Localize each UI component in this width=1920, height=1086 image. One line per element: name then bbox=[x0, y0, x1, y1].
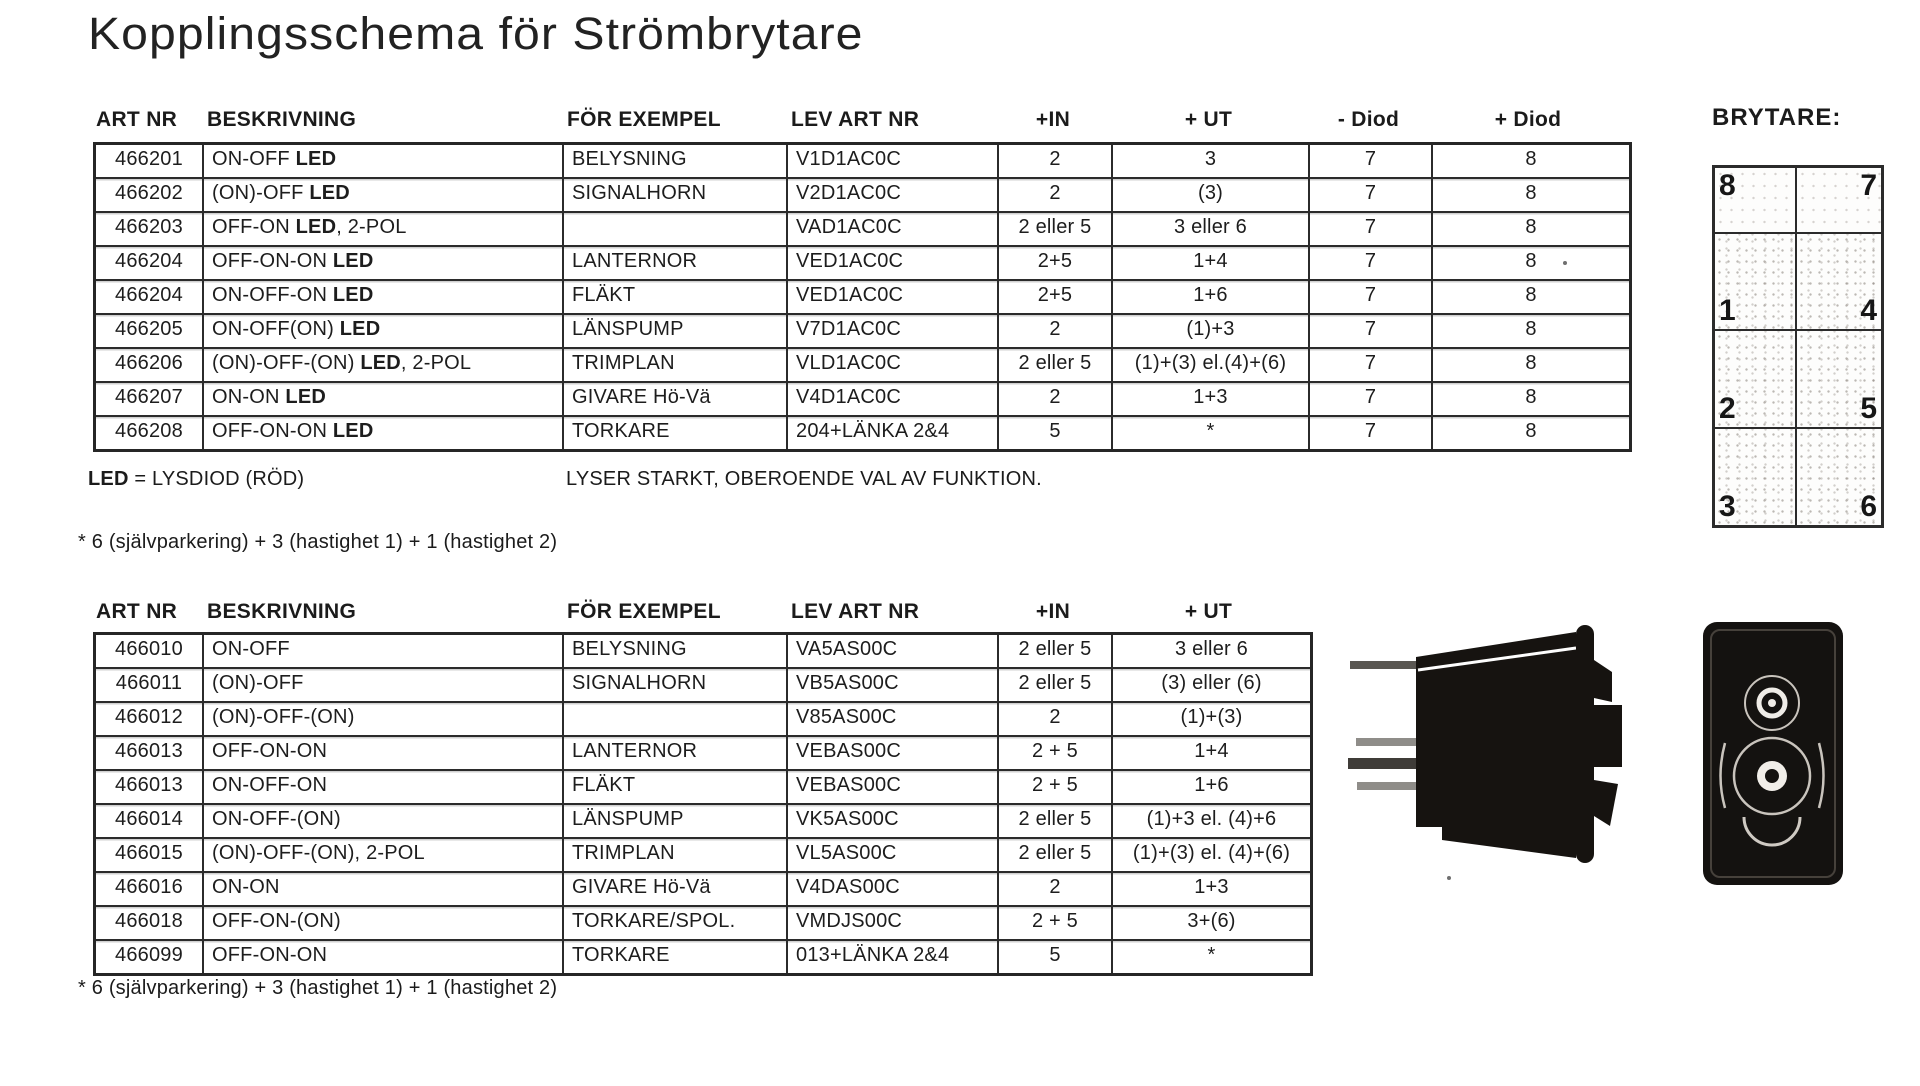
actuator-hole bbox=[1765, 769, 1779, 783]
cell-ut: 3 bbox=[1113, 145, 1310, 177]
cell-diod_minus: 7 bbox=[1310, 315, 1433, 347]
terminal-pin bbox=[1350, 661, 1416, 669]
page-title: Kopplingsschema för Strömbrytare bbox=[88, 8, 864, 59]
cell-exempel: TRIMPLAN bbox=[564, 349, 788, 381]
cell-exempel bbox=[564, 213, 788, 245]
terminal-number: 5 bbox=[1860, 392, 1877, 425]
cell-art: 466010 bbox=[96, 635, 204, 667]
cell-exempel: GIVARE Hö-Vä bbox=[564, 873, 788, 905]
cell-diod_plus: 8 bbox=[1525, 352, 1537, 374]
terminal-number: 6 bbox=[1860, 490, 1877, 523]
cell-lev: VED1AC0C bbox=[788, 281, 999, 313]
terminal-cell bbox=[1715, 234, 1797, 329]
column-header: +IN bbox=[1035, 108, 1071, 131]
lyser-note: LYSER STARKT, OBEROENDE VAL AV FUNKTION. bbox=[566, 468, 1042, 490]
column-header: LEV ART NR bbox=[791, 108, 920, 131]
cell-in: 5 bbox=[999, 417, 1113, 449]
terminal-row bbox=[1715, 168, 1881, 234]
cell-in: 2 + 5 bbox=[999, 907, 1113, 939]
cell-lev: VAD1AC0C bbox=[788, 213, 999, 245]
terminal-cell bbox=[1715, 331, 1797, 427]
cell-art: 466011 bbox=[96, 669, 204, 701]
cell-ut: 1+3 bbox=[1194, 876, 1229, 898]
cell-in: 2 eller 5 bbox=[999, 349, 1113, 381]
column-header: ART NR bbox=[96, 108, 178, 131]
cell-lev: VED1AC0C bbox=[788, 247, 999, 279]
rear-housing bbox=[1594, 705, 1622, 767]
cell-beskrivning: (ON)-OFF-(ON) LED, 2-POL bbox=[204, 349, 564, 381]
table-row bbox=[96, 213, 1629, 247]
cell-lev: V7D1AC0C bbox=[788, 315, 999, 347]
cell-lev: VEBAS00C bbox=[788, 771, 999, 803]
cell-art: 466016 bbox=[96, 873, 204, 905]
table-row bbox=[96, 145, 1629, 179]
column-header: BESKRIVNING bbox=[207, 108, 357, 131]
cell-ut: 3+(6) bbox=[1187, 910, 1236, 932]
cell-diod_minus: 7 bbox=[1310, 213, 1433, 245]
cell-beskrivning: OFF-ON-ON LED bbox=[204, 247, 564, 279]
column-header: FÖR EXEMPEL bbox=[567, 108, 721, 131]
cell-art: 466099 bbox=[96, 941, 204, 973]
cell-in: 2 bbox=[999, 315, 1113, 347]
table1-header-row bbox=[93, 106, 1626, 134]
cell-art: 466204 bbox=[96, 247, 204, 279]
cell-exempel: LANTERNOR bbox=[564, 247, 788, 279]
cell-diod_plus: 8 bbox=[1525, 216, 1537, 238]
cell-lev: VB5AS00C bbox=[788, 669, 999, 701]
table-row bbox=[96, 417, 1629, 449]
cell-exempel: FLÄKT bbox=[564, 771, 788, 803]
cell-ut: 1+3 bbox=[1113, 383, 1310, 415]
cell-beskrivning: (ON)-OFF LED bbox=[204, 179, 564, 211]
cell-in: 2 bbox=[999, 145, 1113, 177]
cell-diod_plus: 8 bbox=[1525, 420, 1537, 442]
cell-diod_minus: 7 bbox=[1310, 417, 1433, 449]
cell-in: 2+5 bbox=[999, 247, 1113, 279]
cell-diod_minus: 7 bbox=[1310, 383, 1433, 415]
scan-speck bbox=[1563, 261, 1567, 265]
table-row bbox=[96, 703, 1310, 737]
terminal-row bbox=[1715, 234, 1881, 331]
table-row bbox=[96, 839, 1310, 873]
table1 bbox=[93, 142, 1632, 452]
cell-art: 466206 bbox=[96, 349, 204, 381]
table2 bbox=[93, 632, 1313, 976]
cell-beskrivning: OFF-ON LED, 2-POL bbox=[204, 213, 564, 245]
cell-beskrivning: (ON)-OFF-(ON), 2-POL bbox=[204, 839, 564, 871]
led-lens-center bbox=[1768, 699, 1776, 707]
cell-lev: 013+LÄNKA 2&4 bbox=[788, 941, 999, 973]
cell-ut: (1)+3 el. (4)+6 bbox=[1146, 808, 1277, 830]
cell-diod_plus: 8 bbox=[1525, 148, 1537, 170]
terminal-cell bbox=[1797, 429, 1881, 525]
cell-lev: VEBAS00C bbox=[788, 737, 999, 769]
cell-exempel: FLÄKT bbox=[564, 281, 788, 313]
led-note-bold: LED bbox=[88, 468, 129, 490]
scan-speck bbox=[1447, 876, 1451, 880]
cell-in: 2 bbox=[999, 179, 1113, 211]
rear-tab bbox=[1594, 780, 1618, 826]
cell-in: 2 eller 5 bbox=[999, 635, 1113, 667]
cell-ut: (1)+3 bbox=[1113, 315, 1310, 347]
cell-lev: VLD1AC0C bbox=[788, 349, 999, 381]
cell-ut: 3 eller 6 bbox=[1175, 638, 1248, 660]
cell-ut: (1)+(3) el. (4)+(6) bbox=[1132, 842, 1291, 864]
table-row bbox=[96, 941, 1310, 973]
cell-beskrivning: OFF-ON-(ON) bbox=[204, 907, 564, 939]
terminal-pin bbox=[1356, 738, 1418, 746]
table-row bbox=[96, 179, 1629, 213]
cell-art: 466014 bbox=[96, 805, 204, 837]
cell-exempel: SIGNALHORN bbox=[564, 179, 788, 211]
cell-exempel bbox=[564, 703, 788, 735]
cell-lev: V1D1AC0C bbox=[788, 145, 999, 177]
column-header: + Diod bbox=[1494, 108, 1562, 131]
cell-art: 466205 bbox=[96, 315, 204, 347]
terminal-row bbox=[1715, 429, 1881, 525]
led-note-rest: = LYSDIOD (RÖD) bbox=[128, 468, 305, 490]
cell-ut: (1)+(3) bbox=[1180, 706, 1243, 728]
cell-beskrivning: ON-OFF LED bbox=[204, 145, 564, 177]
table-row bbox=[96, 349, 1629, 383]
terminal-number: 8 bbox=[1719, 169, 1736, 202]
table2-body bbox=[96, 635, 1310, 973]
cell-beskrivning: OFF-ON-ON LED bbox=[204, 417, 564, 449]
cell-diod_plus: 8 bbox=[1525, 386, 1537, 408]
cell-lev: V85AS00C bbox=[788, 703, 999, 735]
cell-lev: VA5AS00C bbox=[788, 635, 999, 667]
terminal-cell bbox=[1797, 168, 1881, 232]
cell-art: 466015 bbox=[96, 839, 204, 871]
cell-exempel: SIGNALHORN bbox=[564, 669, 788, 701]
terminal-cell bbox=[1797, 234, 1881, 329]
cell-diod_minus: 7 bbox=[1310, 247, 1433, 279]
cell-exempel: TORKARE bbox=[564, 941, 788, 973]
column-header: FÖR EXEMPEL bbox=[567, 600, 721, 623]
cell-beskrivning: (ON)-OFF bbox=[204, 669, 564, 701]
brytare-label: BRYTARE: bbox=[1712, 104, 1842, 131]
cell-lev: V2D1AC0C bbox=[788, 179, 999, 211]
table-row bbox=[96, 737, 1310, 771]
rear-tab bbox=[1594, 660, 1612, 702]
cell-exempel: LÄNSPUMP bbox=[564, 315, 788, 347]
column-header: +IN bbox=[1035, 600, 1071, 623]
cell-beskrivning: ON-ON bbox=[204, 873, 564, 905]
cell-diod_minus: 7 bbox=[1310, 349, 1433, 381]
cell-in: 2 bbox=[999, 873, 1113, 905]
cell-exempel: LANTERNOR bbox=[564, 737, 788, 769]
cell-diod_minus: 7 bbox=[1310, 145, 1433, 177]
cell-in: 2 eller 5 bbox=[999, 805, 1113, 837]
cell-diod_plus: 8 bbox=[1525, 250, 1537, 272]
footnote-table2: * 6 (självparkering) + 3 (hastighet 1) + 1 (hastighet 2) bbox=[78, 977, 558, 999]
cell-diod_plus: 8 bbox=[1525, 318, 1537, 340]
terminal-cell bbox=[1715, 429, 1797, 525]
cell-in: 5 bbox=[999, 941, 1113, 973]
table-row bbox=[96, 247, 1629, 281]
cell-exempel: TRIMPLAN bbox=[564, 839, 788, 871]
cell-exempel: TORKARE bbox=[564, 417, 788, 449]
led-note bbox=[88, 468, 304, 491]
column-header: + UT bbox=[1184, 600, 1233, 623]
cell-in: 2 + 5 bbox=[999, 737, 1113, 769]
cell-ut: 1+4 bbox=[1194, 740, 1229, 762]
table-row bbox=[96, 907, 1310, 941]
terminal-cell bbox=[1797, 331, 1881, 427]
cell-beskrivning: ON-OFF-ON bbox=[204, 771, 564, 803]
cell-ut: 1+4 bbox=[1113, 247, 1310, 279]
cell-in: 2 eller 5 bbox=[999, 213, 1113, 245]
cell-exempel: TORKARE/SPOL. bbox=[564, 907, 788, 939]
cell-in: 2 + 5 bbox=[999, 771, 1113, 803]
column-header: ART NR bbox=[96, 600, 178, 623]
table-row bbox=[96, 805, 1310, 839]
cell-exempel: LÄNSPUMP bbox=[564, 805, 788, 837]
cell-beskrivning: ON-OFF(ON) LED bbox=[204, 315, 564, 347]
cell-in: 2 eller 5 bbox=[999, 839, 1113, 871]
table-row bbox=[96, 873, 1310, 907]
cell-ut: (1)+(3) el.(4)+(6) bbox=[1113, 349, 1310, 381]
mounting-flange bbox=[1576, 625, 1594, 863]
terminal-pin bbox=[1348, 758, 1418, 769]
rocker-switch-side-view bbox=[1348, 612, 1648, 897]
cell-art: 466201 bbox=[96, 145, 204, 177]
cell-lev: 204+LÄNKA 2&4 bbox=[788, 417, 999, 449]
cell-exempel: GIVARE Hö-Vä bbox=[564, 383, 788, 415]
footnote-table1: * 6 (självparkering) + 3 (hastighet 1) + 1 (hastighet 2) bbox=[78, 531, 558, 553]
terminal-number: 1 bbox=[1719, 294, 1736, 327]
cell-diod_plus: 8 bbox=[1525, 182, 1537, 204]
cell-ut: * bbox=[1207, 944, 1216, 966]
table-row bbox=[96, 383, 1629, 417]
cell-beskrivning: ON-OFF bbox=[204, 635, 564, 667]
terminal-pin bbox=[1357, 782, 1418, 790]
cell-beskrivning: OFF-ON-ON bbox=[204, 941, 564, 973]
terminal-number: 4 bbox=[1860, 294, 1877, 327]
cell-beskrivning: ON-ON LED bbox=[204, 383, 564, 415]
terminal-number: 3 bbox=[1719, 490, 1736, 523]
cell-ut: 1+6 bbox=[1194, 774, 1229, 796]
table2-header-row bbox=[93, 598, 1307, 626]
cell-beskrivning: OFF-ON-ON bbox=[204, 737, 564, 769]
cell-exempel: BELYSNING bbox=[564, 635, 788, 667]
cell-beskrivning: ON-OFF-(ON) bbox=[204, 805, 564, 837]
cell-art: 466013 bbox=[96, 737, 204, 769]
cell-ut: * bbox=[1113, 417, 1310, 449]
cell-lev: VK5AS00C bbox=[788, 805, 999, 837]
cell-diod_plus: 8 bbox=[1525, 284, 1537, 306]
terminal-number: 2 bbox=[1719, 392, 1736, 425]
cell-lev: VMDJS00C bbox=[788, 907, 999, 939]
cell-diod_minus: 7 bbox=[1310, 281, 1433, 313]
table-row bbox=[96, 281, 1629, 315]
cell-art: 466012 bbox=[96, 703, 204, 735]
cell-art: 466018 bbox=[96, 907, 204, 939]
cell-beskrivning: ON-OFF-ON LED bbox=[204, 281, 564, 313]
cell-in: 2 eller 5 bbox=[999, 669, 1113, 701]
cell-art: 466207 bbox=[96, 383, 204, 415]
table-row bbox=[96, 669, 1310, 703]
cell-art: 466013 bbox=[96, 771, 204, 803]
terminal-cell bbox=[1715, 168, 1797, 232]
cell-in: 2 bbox=[999, 383, 1113, 415]
brytare-grid bbox=[1712, 165, 1884, 528]
table-row bbox=[96, 635, 1310, 669]
cell-art: 466204 bbox=[96, 281, 204, 313]
column-header: + UT bbox=[1184, 108, 1233, 131]
rocker-switch-front-view bbox=[1700, 618, 1850, 893]
cell-in: 2+5 bbox=[999, 281, 1113, 313]
table-row bbox=[96, 315, 1629, 349]
cell-ut: (3) eller (6) bbox=[1161, 672, 1262, 694]
cell-art: 466202 bbox=[96, 179, 204, 211]
cell-art: 466208 bbox=[96, 417, 204, 449]
table1-body bbox=[96, 145, 1629, 449]
cell-ut: 3 eller 6 bbox=[1113, 213, 1310, 245]
cell-in: 2 bbox=[999, 703, 1113, 735]
cell-lev: V4D1AC0C bbox=[788, 383, 999, 415]
cell-lev: VL5AS00C bbox=[788, 839, 999, 871]
cell-exempel: BELYSNING bbox=[564, 145, 788, 177]
cell-ut: (3) bbox=[1113, 179, 1310, 211]
cell-lev: V4DAS00C bbox=[788, 873, 999, 905]
cell-beskrivning: (ON)-OFF-(ON) bbox=[204, 703, 564, 735]
terminal-row bbox=[1715, 331, 1881, 429]
column-header: LEV ART NR bbox=[791, 600, 920, 623]
column-header: BESKRIVNING bbox=[207, 600, 357, 623]
cell-art: 466203 bbox=[96, 213, 204, 245]
column-header: - Diod bbox=[1337, 108, 1400, 131]
table-row bbox=[96, 771, 1310, 805]
cell-ut: 1+6 bbox=[1113, 281, 1310, 313]
terminal-number: 7 bbox=[1860, 169, 1877, 202]
cell-diod_minus: 7 bbox=[1310, 179, 1433, 211]
